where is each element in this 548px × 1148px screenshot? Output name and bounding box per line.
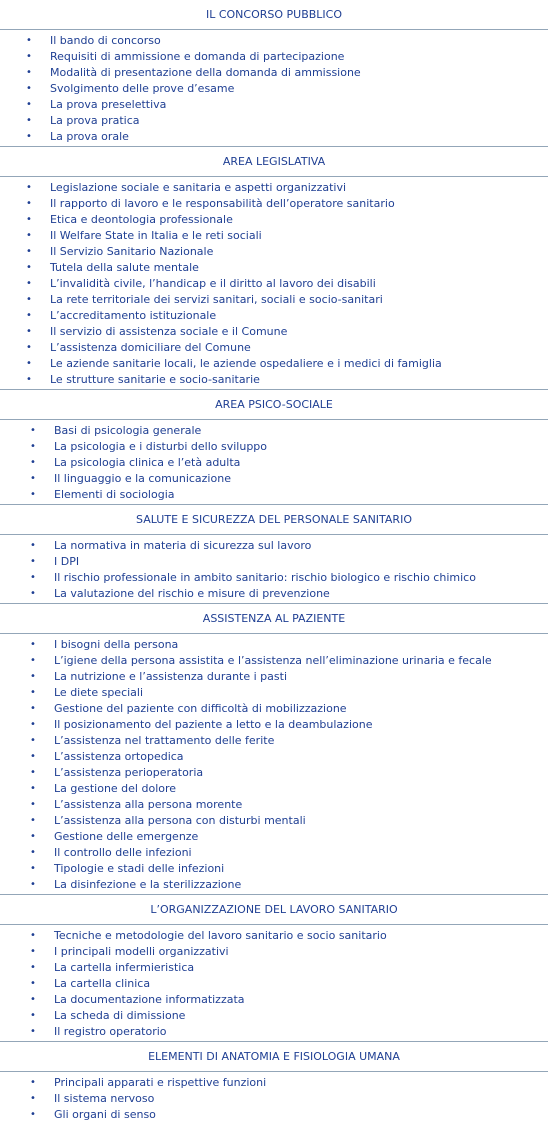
list-item: • Tipologie e stadi delle infezioni (30, 862, 225, 875)
list-item: • Il Servizio Sanitario Nazionale (26, 245, 214, 258)
bullet-icon: • (30, 639, 36, 650)
list-item: • Le diete speciali (30, 686, 144, 699)
list-item: • Requisiti di ammissione e domanda di partecipazione (26, 50, 345, 63)
list-item: • L’assistenza alla persona con disturbi mentali (30, 814, 306, 827)
bullet-icon: • (30, 879, 36, 890)
bullet-icon: • (26, 131, 32, 142)
list-item: • La disinfezione e la sterilizzazione (30, 878, 242, 891)
bullet-icon: • (26, 358, 32, 369)
list-item: • L’assistenza nel trattamento delle ferite (30, 734, 275, 747)
list-item: • La prova orale (26, 130, 129, 143)
list-item: • I bisogni della persona (30, 638, 179, 651)
section-list (0, 634, 548, 895)
section-organizzazione-lavoro (0, 894, 548, 1042)
list-item: • I principali modelli organizzativi (30, 945, 229, 958)
bullet-icon: • (30, 930, 36, 941)
list-item: • La gestione del dolore (30, 782, 177, 795)
bullet-icon: • (30, 687, 36, 698)
list-item: • Il registro operatorio (30, 1025, 167, 1038)
list-item: • Il rischio professionale in ambito sanitario: rischio biologico e rischio chimico (30, 571, 476, 584)
bullet-icon: • (26, 99, 32, 110)
list-item: • L’invalidità civile, l’handicap e il diritto al lavoro dei disabili (26, 277, 376, 290)
section-salute-sicurezza (0, 504, 548, 604)
section-title: L’ORGANIZZAZIONE DEL LAVORO SANITARIO (0, 894, 548, 925)
list-item: • Gestione del paziente con difficoltà di mobilizzazione (30, 702, 347, 715)
bullet-icon: • (30, 655, 36, 666)
section-concorso-pubblico (0, 0, 548, 147)
list-item: • Il Welfare State in Italia e le reti sociali (26, 229, 262, 242)
list-item: • Tutela della salute mentale (26, 261, 199, 274)
list-item: • La scheda di dimissione (30, 1009, 186, 1022)
list-item: • L’assistenza perioperatoria (30, 766, 204, 779)
list-item: • L’assistenza ortopedica (30, 750, 184, 763)
list-item: • La cartella clinica (30, 977, 151, 990)
bullet-icon: • (30, 799, 36, 810)
bullet-icon: • (26, 230, 32, 241)
section-title: IL CONCORSO PUBBLICO (0, 0, 548, 30)
list-item: • Modalità di presentazione della domanda di ammissione (26, 66, 361, 79)
section-area-psico-sociale (0, 389, 548, 505)
section-list (0, 420, 548, 505)
bullet-icon: • (26, 67, 32, 78)
section-list (0, 30, 548, 147)
bullet-icon: • (26, 182, 32, 193)
bullet-icon: • (30, 441, 36, 452)
bullet-icon: • (30, 1077, 36, 1088)
bullet-icon: • (30, 735, 36, 746)
list-item: • Elementi di sociologia (30, 488, 175, 501)
bullet-icon: • (30, 572, 36, 583)
bullet-icon: • (30, 751, 36, 762)
bullet-icon: • (30, 946, 36, 957)
bullet-icon: • (30, 962, 36, 973)
bullet-icon: • (26, 294, 32, 305)
section-list (0, 177, 548, 390)
section-title: AREA PSICO-SOCIALE (0, 389, 548, 420)
bullet-icon: • (30, 671, 36, 682)
list-item: • L’igiene della persona assistita e l’assistenza nell’eliminazione urinaria e fecale (30, 654, 492, 667)
list-item: • La valutazione del rischio e misure di prevenzione (30, 587, 330, 600)
list-item: • L’assistenza alla persona morente (30, 798, 243, 811)
list-item: • Il linguaggio e la comunicazione (30, 472, 231, 485)
list-item: • La nutrizione e l’assistenza durante i pasti (30, 670, 288, 683)
list-item: • Svolgimento delle prove d’esame (26, 82, 235, 95)
section-area-legislativa (0, 146, 548, 390)
bullet-icon: • (30, 540, 36, 551)
list-item: • La psicologia e i disturbi dello sviluppo (30, 440, 268, 453)
bullet-icon: • (30, 831, 36, 842)
bullet-icon: • (30, 588, 36, 599)
bullet-icon: • (30, 425, 36, 436)
list-item: • La prova preselettiva (26, 98, 167, 111)
list-item: • La rete territoriale dei servizi sanitari, sociali e socio-sanitari (26, 293, 383, 306)
bullet-icon: • (26, 326, 32, 337)
bullet-icon: • (26, 83, 32, 94)
section-list (0, 925, 548, 1042)
bullet-icon: • (26, 278, 32, 289)
bullet-icon: • (30, 457, 36, 468)
bullet-icon: • (26, 214, 32, 225)
bullet-icon: • (30, 994, 36, 1005)
bullet-icon: • (30, 863, 36, 874)
bullet-icon: • (30, 1026, 36, 1037)
list-item: • Legislazione sociale e sanitaria e aspetti organizzativi (26, 181, 347, 194)
list-item: • Tecniche e metodologie del lavoro sanitario e socio sanitario (30, 929, 387, 942)
list-item: • Basi di psicologia generale (30, 424, 202, 437)
bullet-icon: • (30, 556, 36, 567)
bullet-icon: • (26, 246, 32, 257)
bullet-icon: • (30, 978, 36, 989)
bullet-icon: • (30, 489, 36, 500)
bullet-icon: • (26, 262, 32, 273)
list-item: • Etica e deontologia professionale (26, 213, 233, 226)
list-item: • Il rapporto di lavoro e le responsabilità dell’operatore sanitario (26, 197, 395, 210)
list-item: • La documentazione informatizzata (30, 993, 245, 1006)
bullet-icon: • (30, 703, 36, 714)
bullet-icon: • (30, 767, 36, 778)
bullet-icon: • (30, 719, 36, 730)
list-item: • Gestione delle emergenze (30, 830, 199, 843)
list-item: • La prova pratica (26, 114, 140, 127)
section-list (0, 535, 548, 604)
list-item: • La normativa in materia di sicurezza sul lavoro (30, 539, 312, 552)
section-title: ELEMENTI DI ANATOMIA E FISIOLOGIA UMANA (0, 1041, 548, 1072)
list-item: • La psicologia clinica e l’età adulta (30, 456, 241, 469)
list-item: • Gli organi di senso (30, 1108, 156, 1121)
section-title: SALUTE E SICUREZZA DEL PERSONALE SANITARIO (0, 504, 548, 535)
list-item: • I DPI (30, 555, 80, 568)
bullet-icon: • (26, 115, 32, 126)
bullet-icon: • (26, 198, 32, 209)
bullet-icon: • (30, 1010, 36, 1021)
list-item: • Il servizio di assistenza sociale e il Comune (26, 325, 288, 338)
bullet-icon: • (26, 342, 32, 353)
list-item: • Le strutture sanitarie e socio-sanitarie (26, 373, 260, 386)
section-list (0, 1072, 548, 1125)
list-item: • Il sistema nervoso (30, 1092, 155, 1105)
bullet-icon: • (26, 35, 32, 46)
bullet-icon: • (30, 815, 36, 826)
section-title: ASSISTENZA AL PAZIENTE (0, 603, 548, 634)
bullet-icon: • (26, 374, 32, 385)
section-title: AREA LEGISLATIVA (0, 146, 548, 177)
bullet-icon: • (30, 1093, 36, 1104)
list-item: • Il bando di concorso (26, 34, 161, 47)
list-item: • Il controllo delle infezioni (30, 846, 192, 859)
list-item: • La cartella infermieristica (30, 961, 195, 974)
list-item: • L’accreditamento istituzionale (26, 309, 217, 322)
list-item: • Il posizionamento del paziente a letto e la deambulazione (30, 718, 373, 731)
bullet-icon: • (30, 783, 36, 794)
section-anatomia-fisiologia (0, 1041, 548, 1125)
bullet-icon: • (30, 1109, 36, 1120)
section-assistenza-paziente (0, 603, 548, 895)
list-item: • Le aziende sanitarie locali, le aziende ospedaliere e i medici di famiglia (26, 357, 442, 370)
bullet-icon: • (26, 310, 32, 321)
bullet-icon: • (30, 473, 36, 484)
bullet-icon: • (26, 51, 32, 62)
list-item: • L’assistenza domiciliare del Comune (26, 341, 251, 354)
bullet-icon: • (30, 847, 36, 858)
list-item: • Principali apparati e rispettive funzioni (30, 1076, 267, 1089)
